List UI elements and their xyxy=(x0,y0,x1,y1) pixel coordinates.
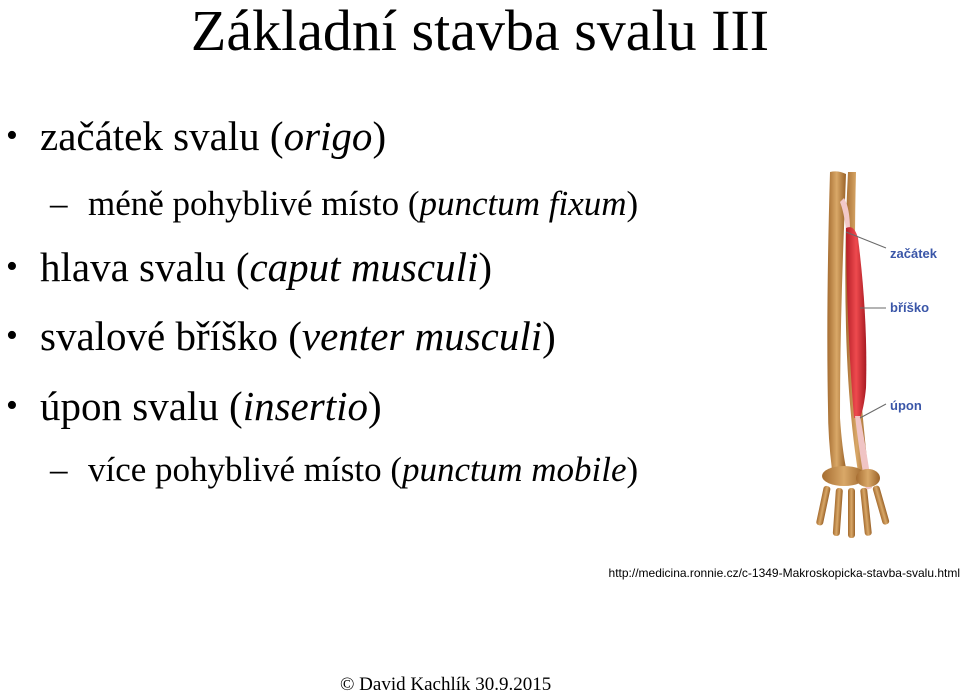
muscle-anatomy-figure xyxy=(810,168,960,540)
bullet-marker: • xyxy=(6,248,18,285)
forearm-illustration xyxy=(810,168,960,540)
bullet-text: začátek svalu ( xyxy=(40,113,284,159)
bullet-text: méně pohyblivé místo ( xyxy=(88,184,420,223)
label-brisko: bříško xyxy=(890,300,930,315)
footer-copyright: © David Kachlík 30.9.2015 xyxy=(340,674,552,695)
bullet-close: ) xyxy=(542,313,556,359)
ulna-bone xyxy=(827,171,846,470)
label-zacatek: začátek xyxy=(890,246,937,261)
source-url: http://medicina.ronnie.cz/c-1349-Makroskopicka-stavba-svalu.html xyxy=(608,566,960,580)
dash-marker: – xyxy=(50,450,68,489)
hand-bones xyxy=(816,466,890,538)
bullet-marker: • xyxy=(6,317,18,354)
bullet-text: svalové bříško ( xyxy=(40,313,302,359)
latin-term: punctum mobile xyxy=(401,450,627,489)
bullet-marker: • xyxy=(6,117,18,154)
latin-term: caput musculi xyxy=(249,244,479,290)
bullet-close: ) xyxy=(626,184,639,223)
latin-term: punctum fixum xyxy=(419,184,627,223)
bullet-text: hlava svalu ( xyxy=(40,244,250,290)
latin-term: insertio xyxy=(242,383,368,429)
bullet-marker: • xyxy=(6,387,18,424)
latin-term: venter musculi xyxy=(301,313,543,359)
slide-title: Základní stavba svalu III xyxy=(190,0,770,63)
dash-marker: – xyxy=(50,184,68,223)
bullet-close: ) xyxy=(368,383,382,429)
bullet-close: ) xyxy=(372,113,387,159)
bullet-close: ) xyxy=(626,450,639,489)
latin-term: origo xyxy=(283,113,373,159)
bullet-close: ) xyxy=(478,244,493,290)
bullet-text: více pohyblivé místo ( xyxy=(88,450,402,489)
label-upon: úpon xyxy=(890,398,922,413)
bullet-text: úpon svalu ( xyxy=(40,383,243,429)
